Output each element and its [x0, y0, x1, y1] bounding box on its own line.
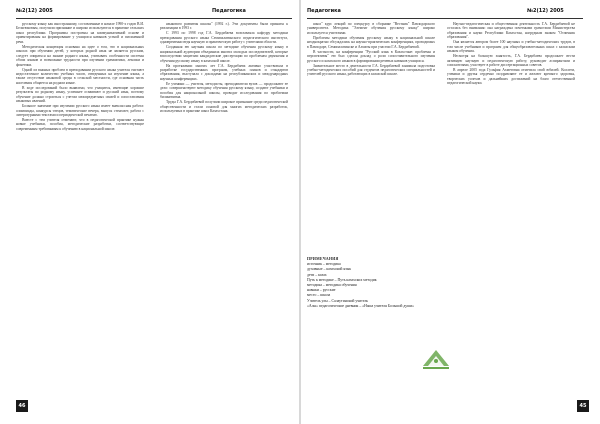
left-column-1 [16, 22, 144, 408]
paragraph: Одной из важных проблем в преподавании русского языка учителя считают недостаточное количество учебных часов, отведенных на изучение языка, а также отсутствие языковой среды в сельской местности, где основная часть населения общается на родном языке. [16, 67, 144, 85]
paragraph: Несмотря на большую занятость, Г.А. Бердибаева продолжает вести активную научную и педагогическую работу, руководит аспирантами и соискателями, участвует в работе диссертационных советов. [447, 54, 575, 68]
paragraph: Она является автором более 100 научных и учебно-методических трудов, в том числе учебников и программ для общеобразовательных школ с казахским языком обучения. [447, 40, 575, 54]
left-header-issue: №2(12) 2005 [16, 8, 53, 14]
paragraph: Проблемы методики обучения русскому языку в национальной школе неоднократно обсуждались на научно-практических конференциях, проводимых в Павлодаре, Семипалатинске и Алматы при участии Г.А. Бердибаевой. [307, 35, 435, 49]
paragraph: Труды Г.А. Бердибаевой получили широкое признание среди педагогической общественности и стали основой для многих методических разработок, используемых в практике школ Казахстана. [160, 100, 288, 114]
right-header-issue: №2(12) 2005 [527, 8, 564, 14]
paragraph: Значительное место в деятельности Г.А. Бердибаевой занимала подготовка учебно-методических пособий для студентов педагогических специальностей и учителей русского языка, работающих в казахской школе. [307, 63, 435, 77]
paragraph: В апреле 2005 года Гульфия Ахметовна отметила свой юбилей. Коллеги, ученики и друзья сердечно поздравляют ее и желают крепкого здоровья, творческих успехов и дальнейших достижений на благо отечественной педагогической науки. [447, 68, 575, 86]
paragraph: Научно-педагогическая и общественная деятельность Г.А. Бердибаевой не осталась без внимания: она награждена почетными грамотами Министерства образования и науки Республики Казахстан, нагрудным знаком "Отличник образования". [447, 22, 575, 40]
right-page-number: 45 [577, 400, 589, 412]
note-line: источник – методика [307, 262, 341, 267]
left-page [0, 0, 299, 424]
paragraph: языкового развития школы" (1992 г.). Эти документы были приняты к реализации в 1993 г. [160, 22, 288, 31]
paragraph: С 1993 по 1998 год Г.А. Бердибаева возглавляла кафедру методики преподавания русского языка Семипалатинского педагогического института, одновременно ведя научную и практическую работу с учителями области. [160, 31, 288, 45]
left-page-number: 46 [16, 400, 28, 412]
paragraph: В частности, на конференции "Русский язык в Казахстане: проблемы и перспективы" ею был сделан доклад о роли сопоставительного изучения русского и казахского языков в формировании речевых навыков учащихся. [307, 49, 435, 63]
notes-block [307, 257, 437, 309]
paragraph: Методическая концепция основана на идее о том, что в национальных школах при обучении детей, у которых родной язык не является русским, следует опираться на знание родного языка, учитывать особенности системы обоих языков и возможные трудности при изучении грамматики, лексики и фонетики. [16, 44, 144, 67]
right-header-section: Педагогика [307, 8, 341, 14]
paragraph: Ее ученики — учителя, методисты, преподаватели вузов — продолжают ее дело: совершенствуют методику обучения русскому языку, создают учебники и пособия для национальной школы, проводят исследования по проблемам билингвизма. [160, 81, 288, 100]
right-page [301, 0, 600, 424]
paragraph: Большое значение при изучении русского языка имеет внеклассная работа: олимпиады, конкурсы чтецов, тематические вечера, выпуск стенгазет, работа с литературными текстами и периодической печатью. [16, 104, 144, 118]
paragraph: В ходе исследований было выявлено, что учащиеся, имеющие хорошие результаты по родному языку, успешнее осваивают и русский язык, поэтому обучение должно строиться с учетом межпредметных связей и сопоставления языковых явлений. [16, 85, 144, 104]
note-line: духовные – казахский язык [307, 267, 351, 272]
right-header-rule [307, 18, 583, 19]
note-line: дети – казах [307, 272, 327, 277]
paragraph: Созданная ею научная школа по методике обучения русскому языку в национальной аудитории объединила многих молодых исследователей, которые впоследствии защитили кандидатские диссертации по проблемам двуязычия и обучения русскому языку в казахской школе. [160, 45, 288, 63]
note-line: методика – методика обучения [307, 283, 357, 288]
left-column-2 [160, 22, 288, 408]
left-header-rule [16, 18, 292, 19]
left-header-section: Педагогика [212, 8, 246, 14]
notes-title: ПРИМЕЧАНИЯ [307, 257, 339, 261]
note-line: Путь к методике – Путь казахских методик [307, 277, 377, 282]
paragraph: русскому языку как иностранному, составленные в начале 1990-х годов В.И. Бельтюковым, получили признание и широко используются в практике сельских школ республики. Программы построены на коммуникативной основе и ориентированы на формирование у учащихся навыков устной и письменной речи. [16, 22, 144, 44]
note-line: Учитель улы – Салаутинский учитель [307, 298, 369, 303]
paragraph: школ" курс лекций по спецкурсу в сборнике "Вестник" Павлодарского университета. Методика "Элемент обучения русскому языку" широко используется учителями. [307, 22, 435, 35]
note-line: «Алы» педагогические дневник – «Наша учителя Большой души» [307, 303, 415, 308]
right-column-2 [447, 22, 575, 408]
paragraph: На протяжении многих лет Г.А. Бердибаева активно участвовала в разработке государственных программ, учебных планов и стандартов образования, выступала с докладами на республиканских и международных научных конференциях. [160, 63, 288, 81]
paragraph: Вместе с тем учителя отмечают, что в педагогической практике нужны новые учебники, пособия, методические разработки, соответствующие современным требованиям к обучению в национальной школе. [16, 118, 144, 131]
right-column-1 [307, 22, 435, 262]
note-line: место – школа [307, 293, 331, 298]
note-line: навыки – русские [307, 288, 336, 293]
